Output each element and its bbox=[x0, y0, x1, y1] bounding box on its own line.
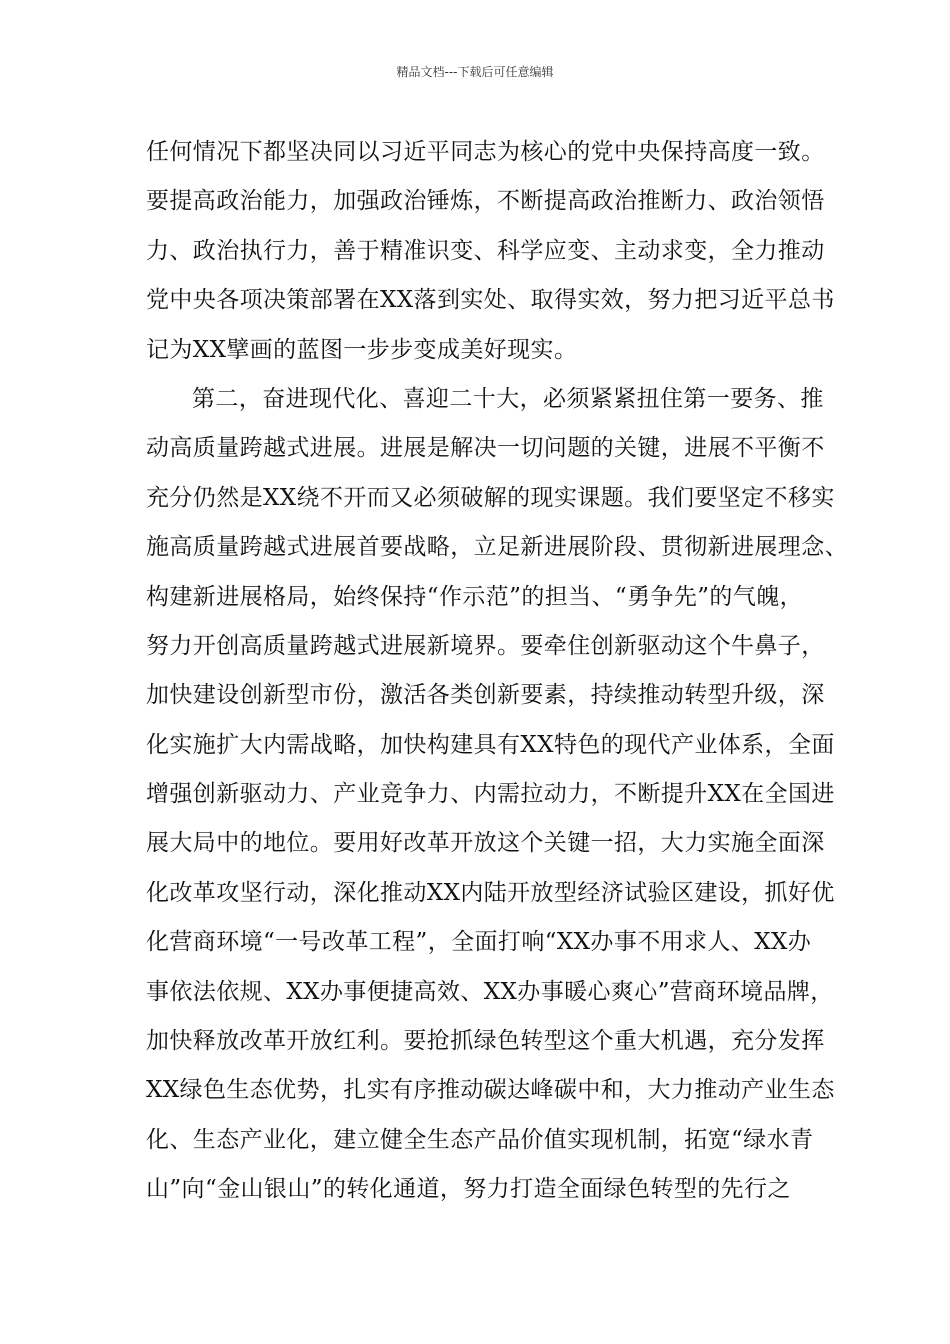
document-body bbox=[146, 128, 848, 1215]
text-line: 努力开创高质量跨越式进展新境界。要牵住创新驱动这个牛鼻子， bbox=[146, 632, 825, 659]
text-line: 化改革攻坚行动，深化推动XX内陆开放型经济试验区建设，抓好优 bbox=[146, 879, 835, 906]
text-line: 构建新进展格局，始终保持“作示范”的担当、“勇争先”的气魄， bbox=[146, 583, 804, 610]
text-line: 动高质量跨越式进展。进展是解决一切问题的关键，进展不平衡不 bbox=[146, 435, 825, 462]
text-line: 山”向“金山银山”的转化通道，努力打造全面绿色转型的先行之 bbox=[146, 1176, 791, 1203]
text-line: 化营商环境“一号改革工程”，全面打响“XX办事不用求人、XX办 bbox=[146, 929, 812, 956]
text-line: 力、政治执行力，善于精准识变、科学应变、主动求变，全力推动 bbox=[146, 237, 825, 264]
text-line: 党中央各项决策部署在XX落到实处、取得实效，努力把习近平总书 bbox=[146, 287, 835, 314]
text-line: 增强创新驱动力、产业竞争力、内需拉动力，不断提升XX在全国进 bbox=[146, 781, 835, 808]
text-line: 加快释放改革开放红利。要抢抓绿色转型这个重大机遇，充分发挥 bbox=[146, 1028, 825, 1055]
text-line: 任何情况下都坚决同以习近平同志为核心的党中央保持高度一致。 bbox=[146, 139, 825, 165]
text-line: 施高质量跨越式进展首要战略，立足新进展阶段、贯彻新进展理念、 bbox=[146, 534, 848, 561]
text-line: 事依法依规、XX办事便捷高效、XX办事暖心爽心”营商环境品牌， bbox=[146, 978, 834, 1005]
text-line: 化实施扩大内需战略，加快构建具有XX特色的现代产业体系，全面 bbox=[146, 731, 835, 758]
text-line: 充分仍然是XX绕不开而又必须破解的现实课题。我们要坚定不移实 bbox=[146, 484, 835, 511]
text-line: 加快建设创新型市份，激活各类创新要素，持续推动转型升级，深 bbox=[146, 682, 825, 709]
text-line: 展大局中的地位。要用好改革开放这个关键一招，大力实施全面深 bbox=[146, 830, 825, 857]
paragraph-start-line: 第二，奋进现代化、喜迎二十大，必须紧紧扭住第一要务、推 bbox=[192, 385, 824, 412]
text-line: 要提高政治能力，加强政治锤炼，不断提高政治推断力、政治领悟 bbox=[146, 188, 825, 215]
text-line: 记为XX擘画的蓝图一步步变成美好现实。 bbox=[146, 336, 578, 363]
text-line: 化、生态产业化，建立健全生态产品价值实现机制，拓宽“绿水青 bbox=[146, 1126, 814, 1153]
page-header: 精品文档---下载后可任意编辑 bbox=[396, 65, 554, 79]
text-line: XX绿色生态优势，扎实有序推动碳达峰碳中和，大力推动产业生态 bbox=[146, 1077, 835, 1104]
